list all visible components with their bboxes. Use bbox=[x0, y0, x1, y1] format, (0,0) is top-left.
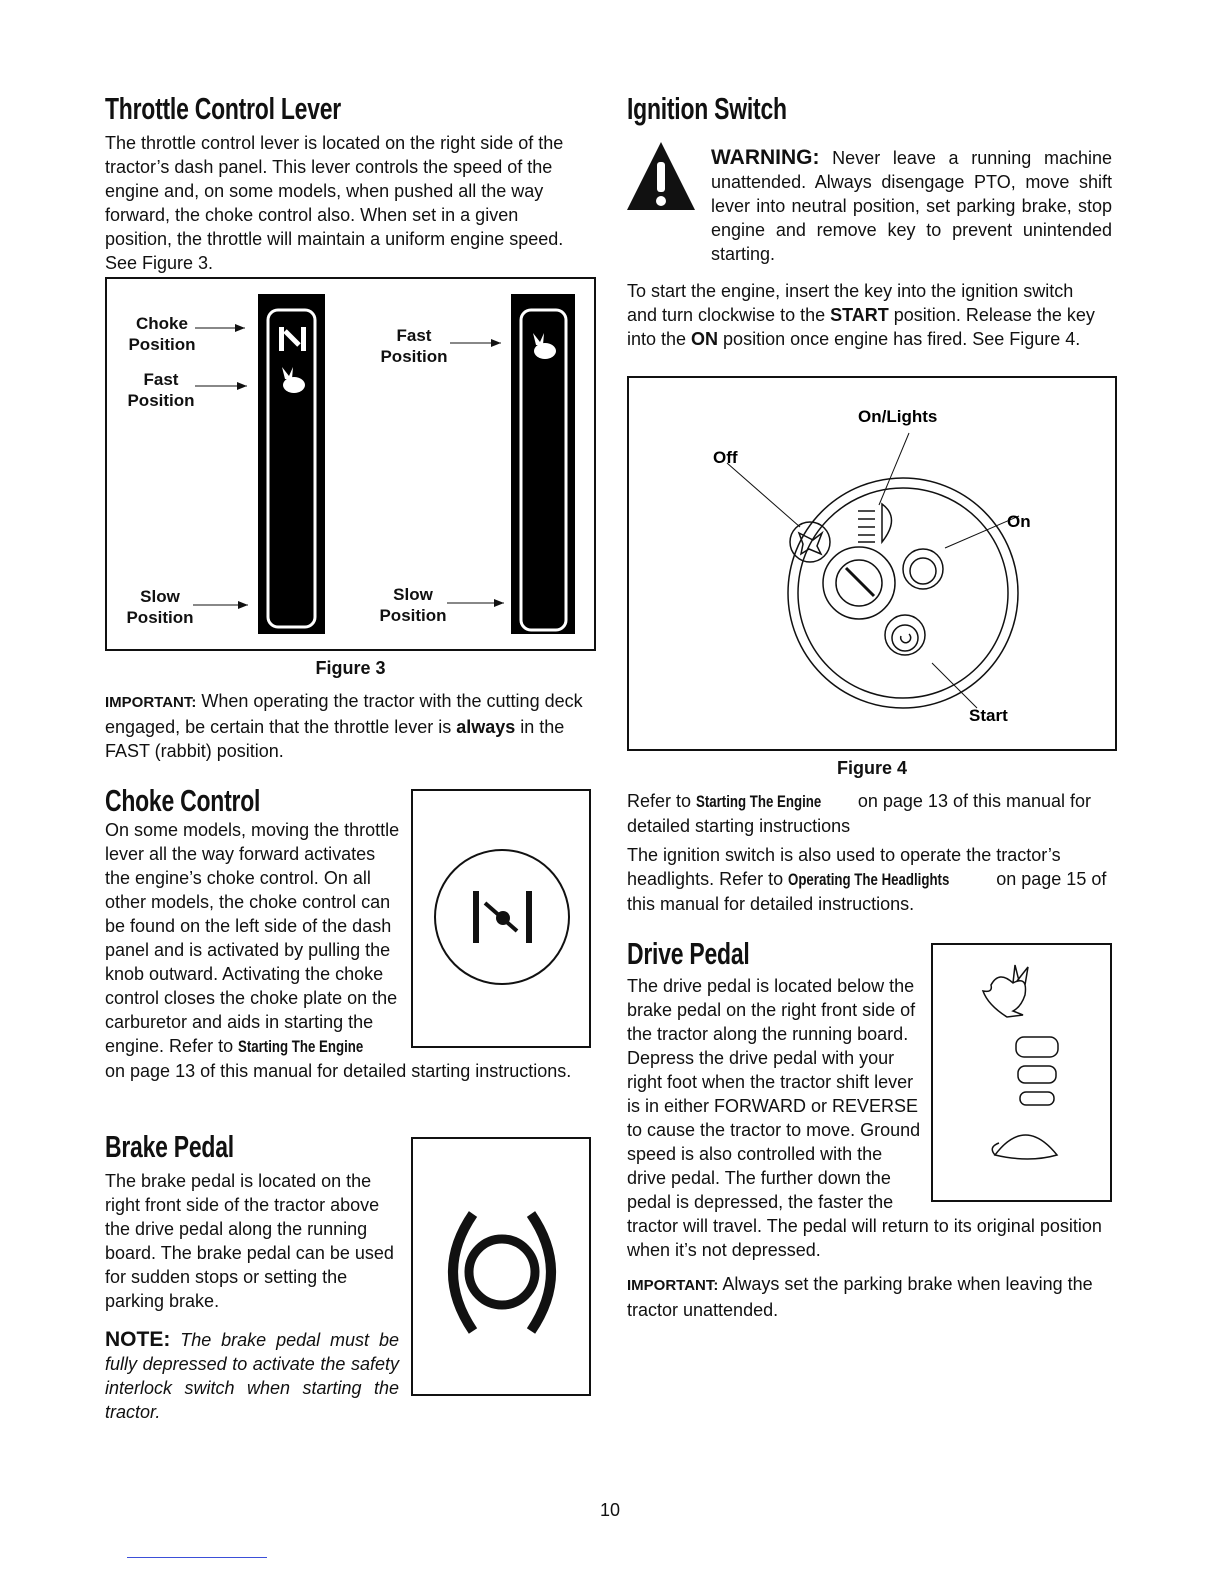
drive-figure bbox=[931, 943, 1112, 1202]
off-icon bbox=[790, 522, 830, 562]
figure-4 bbox=[627, 376, 1117, 751]
on-lights-label: On/Lights bbox=[858, 407, 938, 426]
choke-section bbox=[105, 784, 595, 1083]
on-icon bbox=[903, 549, 943, 589]
ignition-warning: WARNING: Never leave a running machine unattended. Always disengage PTO, move shift lever into neutral position, set parking brake, stop engine and remove key to prevent unintended starting. bbox=[711, 146, 1112, 264]
drive-heading: Drive Pedal bbox=[627, 936, 750, 971]
drive-section bbox=[627, 937, 1112, 1322]
throttle-heading: Throttle Control Lever bbox=[105, 91, 342, 126]
headlight-icon bbox=[858, 504, 892, 542]
throttle-important: IMPORTANT: When operating the tractor with the cutting deck engaged, be certain that the throttle lever is always in the FAST (rabbit) position. bbox=[105, 691, 583, 761]
figure-3 bbox=[105, 277, 596, 651]
choke-figure bbox=[411, 789, 591, 1048]
fast-position-label-left: Fast Position bbox=[127, 370, 195, 410]
brake-figure bbox=[411, 1137, 591, 1396]
ignition-heading: Ignition Switch bbox=[627, 91, 787, 126]
slow-position-label-right: Slow Position bbox=[379, 585, 447, 625]
fast-position-label-right: Fast Position bbox=[380, 326, 448, 366]
starting-engine-link[interactable]: Starting The Engine bbox=[238, 1037, 364, 1056]
brake-note: NOTE: The brake pedal must be fully depressed to activate the safety interlock switch when starting the tractor. bbox=[105, 1328, 399, 1422]
choke-body: On some models, moving the throttle lever all the way forward activates the engine’s choke control. On all other models, the choke control can be found on the left side of the dash panel and is activated by pulling the knob outward. Activating the choke control closes the choke plate on the carburetor and aids in starting the engine. Refer to Starting The Engine on page 13 of this manual for detailed starting instructions. bbox=[105, 820, 572, 1081]
choke-position-label: Choke Position bbox=[128, 314, 196, 354]
drive-speed-symbol-icon bbox=[933, 945, 1110, 1200]
drive-important: IMPORTANT: Always set the parking brake when leaving the tractor unattended. bbox=[627, 1274, 1093, 1320]
throttle-panel-left bbox=[258, 294, 325, 634]
brake-section bbox=[105, 1130, 595, 1424]
brake-heading: Brake Pedal bbox=[105, 1129, 234, 1164]
throttle-panel-right bbox=[511, 294, 575, 634]
brake-body: The brake pedal is located on the right front side of the tractor above the drive pedal along the running board. The brake pedal can be used for sudden stops or setting the parking brake. bbox=[105, 1171, 394, 1311]
ignition-refer: Refer to Starting The Engine on page 13 of this manual for detailed starting instructions bbox=[627, 791, 1092, 836]
start-label: Start bbox=[969, 706, 1008, 725]
warning-icon bbox=[626, 140, 696, 212]
footer-line bbox=[127, 1557, 267, 1558]
ignition-switch-diagram bbox=[629, 378, 1115, 749]
on-label: On bbox=[1007, 512, 1031, 531]
slow-position-label-left: Slow Position bbox=[126, 587, 194, 627]
brake-symbol-icon bbox=[413, 1139, 589, 1394]
page-number: 10 bbox=[599, 1500, 621, 1520]
ignition-lights: The ignition switch is also used to operate the tractor’s headlights. Refer to Operating The Headlights on page 15 of this manual for detailed instructions. bbox=[627, 845, 1107, 914]
figure-4-caption: Figure 4 bbox=[836, 758, 907, 778]
operating-headlights-link[interactable]: Operating The Headlights bbox=[788, 870, 950, 889]
figure-3-caption: Figure 3 bbox=[315, 658, 386, 678]
throttle-body: The throttle control lever is located on the right side of the tractor’s dash panel. This lever controls the speed of the engine and, on some models, when pushed all the way forward, the choke control also. When set in a given position, the throttle will maintain a uniform engine speed. See Figure 3. bbox=[105, 133, 564, 273]
start-icon bbox=[885, 615, 925, 655]
rabbit-icon bbox=[983, 965, 1028, 1017]
starting-engine-link[interactable]: Starting The Engine bbox=[696, 792, 822, 811]
ignition-start-instructions: To start the engine, insert the key into the ignition switch and turn clockwise to the START position. Release the key into the ON position once engine has fired. See Figure 4. bbox=[627, 281, 1095, 349]
off-label: Off bbox=[713, 448, 738, 467]
choke-symbol-icon bbox=[413, 791, 589, 1046]
drive-body: The drive pedal is located below the brake pedal on the right front side of the tractor along the running board. Depress the drive pedal with your right foot when the tractor shift lever is in either FORWARD or REVERSE to cause the tractor to move. Ground speed is also controlled with the drive pedal. The further down the pedal is depressed, the faster the tractor will travel. The pedal will return to its original position when it’s not depressed. bbox=[627, 976, 1102, 1260]
choke-heading: Choke Control bbox=[105, 783, 261, 818]
turtle-icon bbox=[992, 1135, 1057, 1159]
